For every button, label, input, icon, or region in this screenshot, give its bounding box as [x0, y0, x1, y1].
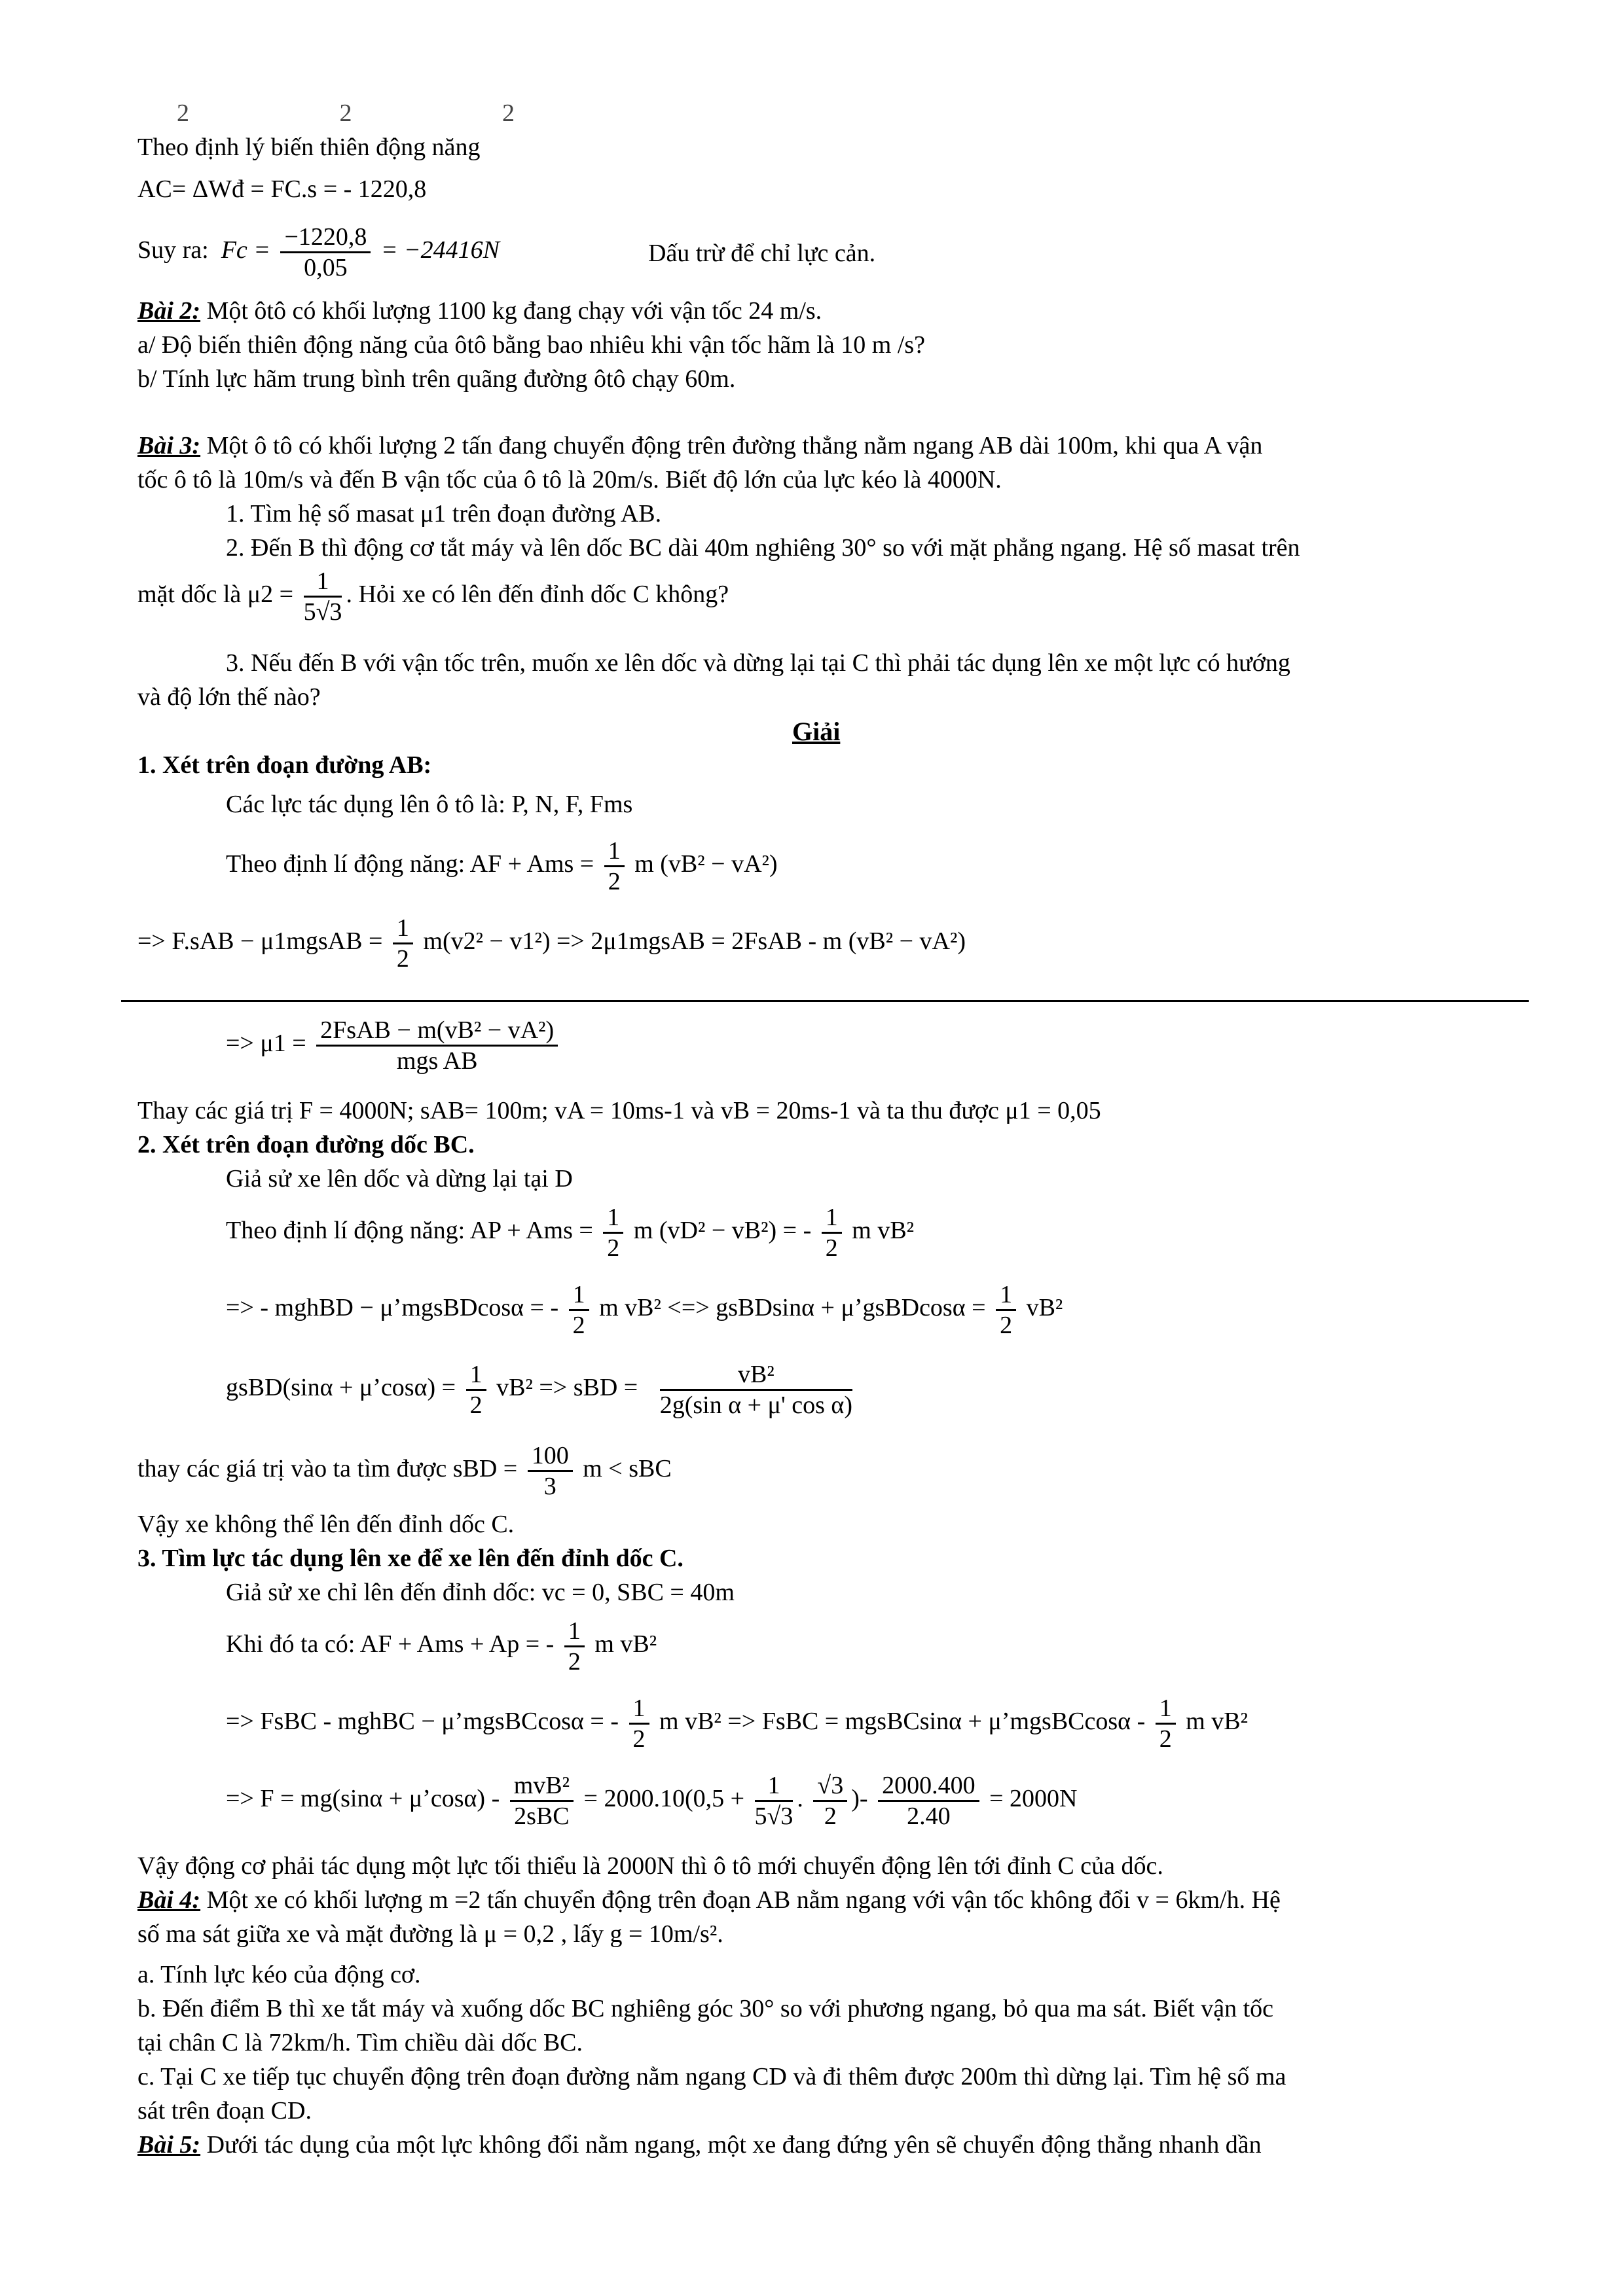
- section-3-equation-2: => F = mg(sinα + μ’cosα) - $\frac{\text{mvB²}}{\text{2sBC}}$ = 2000.10(0,5 + $\frac{1}{5√3}$ . $\frac{√3}{2}$ )- $\frac{2000.400}{2.40}$ = 2000N: [226, 1772, 1078, 1830]
- bai3-question-3: 3. Nếu đến B với vận tốc trên, muốn xe lên dốc và dừng lại tại C thì phải tác dụng lên xe một lực có hướng: [226, 649, 1290, 677]
- section-2-conclusion: Vậy xe không thể lên đến đỉnh dốc C.: [137, 1511, 515, 1538]
- bai3-question-3b: và độ lớn thế nào?: [137, 683, 321, 711]
- section-2-theorem: Theo định lí động năng: AP + Ams = $\frac{1}{2}$ m (vD² − vB²) = - $\frac{1}{2}$ m vB²: [226, 1204, 915, 1262]
- section-3-equation-0: Khi đó ta có: AF + Ams + Ap = - $\frac{1}{2}$ m vB²: [226, 1617, 657, 1676]
- bai4-question-c-2: sát trên đoạn CD.: [137, 2097, 312, 2125]
- section-3-assume: Giả sử xe chỉ lên đến đỉnh dốc: vc = 0, SBC = 40m: [226, 1579, 735, 1606]
- bai4-question-c-1: c. Tại C xe tiếp tục chuyển động trên đoạn đường nằm ngang CD và đi thêm được 200m thì dừng lại. Tìm hệ số ma: [137, 2063, 1286, 2090]
- section-2-equation-2: gsBD(sinα + μ’cosα) = $\frac{1}{2}$ vB² => sBD = $\frac{\text{vB²}}{\text{2g(sin α + μ' cos α)}}$: [226, 1361, 852, 1419]
- section-1-forces: Các lực tác dụng lên ô tô là: P, N, F, Fms: [226, 791, 633, 818]
- horizontal-divider: [121, 1000, 1529, 1002]
- bai1-formula: Suy ra: Fc = $\frac{-1220,8}{0,05}$ = −24416N: [137, 223, 500, 281]
- bai1-note: Dấu trừ để chỉ lực cản.: [648, 240, 876, 267]
- section-2-title: 2. Xét trên đoạn đường dốc BC.: [137, 1131, 475, 1158]
- section-3-title: 3. Tìm lực tác dụng lên xe để xe lên đến đỉnh dốc C.: [137, 1545, 684, 1572]
- solution-heading: Giải: [792, 717, 841, 746]
- section-1-title: 1. Xét trên đoạn đường AB:: [137, 751, 432, 779]
- bai2-question-a: a/ Độ biến thiên động năng của ôtô bằng bao nhiêu khi vận tốc hãm là 10 m /s?: [137, 331, 926, 359]
- bai4-question-b-1: b. Đến điểm B thì xe tắt máy và xuống dốc BC nghiêng góc 30° so với phương ngang, bỏ qua ma sát. Biết vận tốc: [137, 1995, 1274, 2022]
- section-1-theorem: Theo định lí động năng: AF + Ams = $\frac{1}{2}$ m (vB² − vA²): [226, 837, 778, 895]
- section-1-result: Thay các giá trị F = 4000N; sAB= 100m; vA = 10ms-1 và vB = 20ms-1 và ta thu được μ1 = 0,05: [137, 1097, 1101, 1124]
- bai1-text-1: Theo định lý biến thiên động năng: [137, 134, 481, 161]
- bai4-question-b-2: tại chân C là 72km/h. Tìm chiều dài dốc BC.: [137, 2029, 583, 2056]
- section-2-equation-3: thay các giá trị vào ta tìm được sBD = $\frac{100}{3}$ m < sBC: [137, 1442, 672, 1500]
- bai3-statement-2: tốc ô tô là 10m/s và đến B vận tốc của ô tô là 20m/s. Biết độ lớn của lực kéo là 4000N.: [137, 466, 1002, 493]
- bai2-statement: Bài 2: Một ôtô có khối lượng 1100 kg đang chạy với vận tốc 24 m/s.: [137, 297, 822, 325]
- bai5-statement: Bài 5: Dưới tác dụng của một lực không đổi nằm ngang, một xe đang đứng yên sẽ chuyển động thẳng nhanh dần: [137, 2131, 1262, 2159]
- section-1-equation: => F.sAB − μ1mgsAB = $\frac{1}{2}$ m(v2² − v1²) => 2μ1mgsAB = 2FsAB - m (vB² − vA²): [137, 914, 966, 973]
- bai3-question-1: 1. Tìm hệ số masat μ1 trên đoạn đường AB.: [226, 500, 662, 528]
- bai4-statement-2: số ma sát giữa xe và mặt đường là μ = 0,2 , lấy g = 10m/s².: [137, 1920, 723, 1948]
- section-2-equation-1: => - mghBD − μ’mgsBDcosα = - $\frac{1}{2}$ m vB² <=> gsBDsinα + μ’gsBDcosα = $\frac{1}{2}$ vB²: [226, 1281, 1063, 1339]
- section-2-assume: Giả sử xe lên dốc và dừng lại tại D: [226, 1165, 573, 1193]
- bai2-question-b: b/ Tính lực hãm trung bình trên quãng đường ôtô chạy 60m.: [137, 365, 736, 393]
- cut-off-fragment: 2 2 2: [177, 99, 587, 127]
- bai4-question-a: a. Tính lực kéo của động cơ.: [137, 1961, 421, 1988]
- bai3-question-2b: mặt dốc là μ2 = $\frac{1}{5√3}$ . Hỏi xe có lên đến đỉnh dốc C không?: [137, 567, 729, 626]
- section-3-conclusion: Vậy động cơ phải tác dụng một lực tối thiểu là 2000N thì ô tô mới chuyển động lên tới đỉnh C của dốc.: [137, 1852, 1163, 1880]
- section-3-equation-1: => FsBC - mghBC − μ’mgsBCcosα = - $\frac{1}{2}$ m vB² => FsBC = mgsBCsinα + μ’mgsBCcosα - $\frac{1}{2}$ m vB²: [226, 1695, 1249, 1753]
- bai4-statement-1: Bài 4: Một xe có khối lượng m =2 tấn chuyển động trên đoạn AB nằm ngang với vận tốc không đổi v = 6km/h. Hệ: [137, 1886, 1281, 1914]
- bai1-text-2: AC= ΔWđ = FC.s = - 1220,8: [137, 175, 427, 203]
- bai3-question-2: 2. Đến B thì động cơ tắt máy và lên dốc BC dài 40m nghiêng 30° so với mặt phẳng ngang. Hệ số masat trên: [226, 534, 1300, 562]
- section-1-mu-formula: => μ1 = $\frac{\text{2FsAB − m(vB² − vA²)}}{\text{mgs AB}}$: [226, 1016, 562, 1075]
- bai3-statement-1: Bài 3: Một ô tô có khối lượng 2 tấn đang chuyển động trên đường thẳng nằm ngang AB dài 100m, khi qua A vận: [137, 432, 1263, 459]
